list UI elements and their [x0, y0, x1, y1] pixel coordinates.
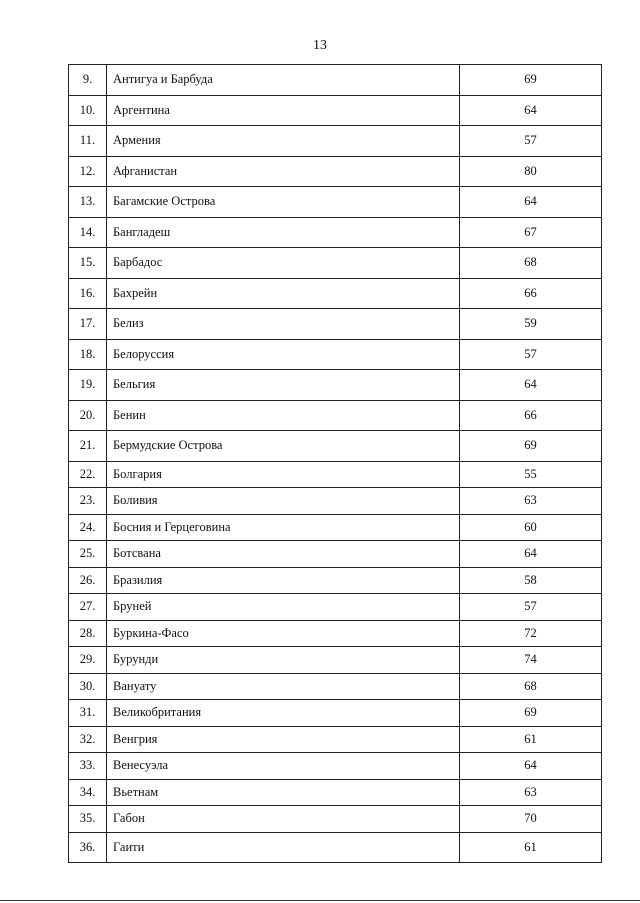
row-number: 29. [69, 647, 107, 674]
row-value: 60 [460, 514, 602, 541]
table-row [69, 370, 602, 401]
country-name: Афганистан [107, 156, 460, 187]
table-row [69, 753, 602, 780]
bottom-rule [0, 900, 640, 901]
row-value: 69 [460, 65, 602, 96]
row-number: 24. [69, 514, 107, 541]
country-name: Гаити [107, 832, 460, 863]
row-value: 57 [460, 126, 602, 157]
table-row [69, 278, 602, 309]
row-number: 17. [69, 309, 107, 340]
row-value: 57 [460, 339, 602, 370]
table-row [69, 187, 602, 218]
row-value: 63 [460, 488, 602, 515]
row-value: 80 [460, 156, 602, 187]
table-row [69, 400, 602, 431]
table-row [69, 126, 602, 157]
table-row [69, 248, 602, 279]
row-value: 64 [460, 187, 602, 218]
row-number: 21. [69, 431, 107, 462]
country-name: Боливия [107, 488, 460, 515]
row-value: 74 [460, 647, 602, 674]
table-row [69, 217, 602, 248]
table-row [69, 541, 602, 568]
row-number: 33. [69, 753, 107, 780]
row-number: 14. [69, 217, 107, 248]
row-value: 70 [460, 806, 602, 833]
country-name: Барбадос [107, 248, 460, 279]
country-name: Вануату [107, 673, 460, 700]
country-name: Антигуа и Барбуда [107, 65, 460, 96]
table-row [69, 673, 602, 700]
row-value: 64 [460, 95, 602, 126]
page-number: 13 [313, 38, 327, 53]
row-value: 67 [460, 217, 602, 248]
row-number: 34. [69, 779, 107, 806]
country-name: Великобритания [107, 700, 460, 727]
table-row [69, 309, 602, 340]
row-value: 69 [460, 431, 602, 462]
row-value: 58 [460, 567, 602, 594]
table-row [69, 620, 602, 647]
country-name: Болгария [107, 461, 460, 488]
country-name: Бермудские Острова [107, 431, 460, 462]
row-value: 55 [460, 461, 602, 488]
table-row [69, 567, 602, 594]
row-value: 57 [460, 594, 602, 621]
row-number: 19. [69, 370, 107, 401]
table-row [69, 700, 602, 727]
row-value: 61 [460, 726, 602, 753]
country-name: Габон [107, 806, 460, 833]
row-number: 27. [69, 594, 107, 621]
country-name: Вьетнам [107, 779, 460, 806]
row-number: 26. [69, 567, 107, 594]
country-name: Белоруссия [107, 339, 460, 370]
row-number: 16. [69, 278, 107, 309]
table-row [69, 806, 602, 833]
row-number: 23. [69, 488, 107, 515]
row-number: 22. [69, 461, 107, 488]
row-number: 18. [69, 339, 107, 370]
table-row [69, 461, 602, 488]
table-row [69, 594, 602, 621]
country-table [68, 64, 602, 863]
country-name: Бурунди [107, 647, 460, 674]
country-name: Бельгия [107, 370, 460, 401]
country-name: Бахрейн [107, 278, 460, 309]
table-row [69, 95, 602, 126]
country-table-body [69, 65, 602, 863]
table-row [69, 514, 602, 541]
row-number: 36. [69, 832, 107, 863]
row-number: 30. [69, 673, 107, 700]
country-name: Бруней [107, 594, 460, 621]
row-number: 11. [69, 126, 107, 157]
row-value: 66 [460, 400, 602, 431]
country-name: Бангладеш [107, 217, 460, 248]
table-row [69, 431, 602, 462]
table-row [69, 832, 602, 863]
table-row [69, 339, 602, 370]
country-name: Буркина-Фасо [107, 620, 460, 647]
row-value: 66 [460, 278, 602, 309]
row-number: 12. [69, 156, 107, 187]
row-number: 25. [69, 541, 107, 568]
country-name: Бенин [107, 400, 460, 431]
row-value: 64 [460, 370, 602, 401]
country-name: Ботсвана [107, 541, 460, 568]
row-number: 9. [69, 65, 107, 96]
table-row [69, 726, 602, 753]
table-row [69, 156, 602, 187]
row-value: 69 [460, 700, 602, 727]
row-value: 59 [460, 309, 602, 340]
country-name: Венгрия [107, 726, 460, 753]
row-number: 35. [69, 806, 107, 833]
country-name: Армения [107, 126, 460, 157]
row-value: 72 [460, 620, 602, 647]
table-row [69, 779, 602, 806]
table-row [69, 65, 602, 96]
country-name: Аргентина [107, 95, 460, 126]
row-number: 13. [69, 187, 107, 218]
row-number: 20. [69, 400, 107, 431]
row-number: 31. [69, 700, 107, 727]
country-name: Бразилия [107, 567, 460, 594]
row-number: 28. [69, 620, 107, 647]
country-name: Босния и Герцеговина [107, 514, 460, 541]
country-name: Венесуэла [107, 753, 460, 780]
row-number: 15. [69, 248, 107, 279]
row-value: 68 [460, 673, 602, 700]
table-row [69, 647, 602, 674]
row-value: 68 [460, 248, 602, 279]
row-value: 63 [460, 779, 602, 806]
row-number: 32. [69, 726, 107, 753]
row-value: 64 [460, 753, 602, 780]
country-name: Багамские Острова [107, 187, 460, 218]
table-row [69, 488, 602, 515]
row-value: 61 [460, 832, 602, 863]
row-value: 64 [460, 541, 602, 568]
country-name: Белиз [107, 309, 460, 340]
row-number: 10. [69, 95, 107, 126]
